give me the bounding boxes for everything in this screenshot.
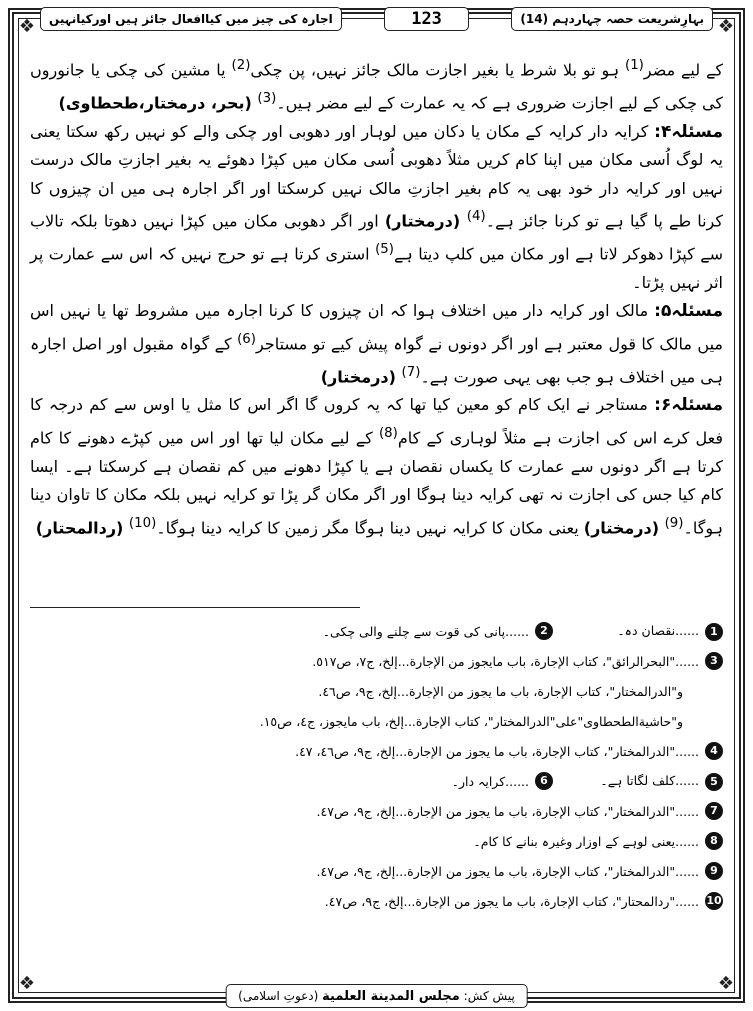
ornament-icon: ❖ xyxy=(18,16,36,37)
masala-label: مسئلہ۵: xyxy=(654,301,723,322)
footnote-marker: (9) xyxy=(664,515,684,531)
masala-5 xyxy=(30,297,723,391)
footnote-row xyxy=(30,766,723,796)
footer-prefix: پیش کش: xyxy=(463,989,515,1003)
footnote-number-badge: 3 xyxy=(705,652,723,670)
masala-6 xyxy=(30,391,723,542)
footnote-number-badge: 2 xyxy=(535,622,553,640)
text: کے لیے مضر xyxy=(643,60,723,80)
text: ہو تو بلا شرط یا بغیر اجازت مالک جائز نہیں، پن چکی xyxy=(250,60,625,80)
footnote-row xyxy=(30,826,723,856)
footnote-text: ......"الدرالمختار"، كتاب الإجارة، باب ما يجوز من الإجارة...إلخ، ج٩، ص٤٦، ٤٧. xyxy=(295,743,699,759)
main-text xyxy=(30,52,723,607)
text: یعنی مکان کا کرایہ نہیں دینا ہوگا مگر زمین کا کرایہ دینا ہوگا۔ xyxy=(156,518,584,538)
footnote-text: ......کرایہ دار۔ xyxy=(451,773,529,789)
reference: (درمختار) xyxy=(583,518,665,538)
footnote-number-badge: 10 xyxy=(705,892,723,910)
footnote-text: ......"ردالمحتار"، كتاب الإجارة، باب ما يجوز من الإجارة...إلخ، ج٩، ص٤٧. xyxy=(324,893,699,909)
ornament-icon: ❖ xyxy=(18,973,36,994)
footnotes xyxy=(30,616,723,916)
footnote-row xyxy=(30,796,723,826)
masala-4 xyxy=(30,118,723,298)
footnote-number-badge: 6 xyxy=(535,772,553,790)
reference: (درمختار) xyxy=(320,366,402,386)
footnote-row xyxy=(30,706,723,736)
reference: (بحر، درمختار،طحطاوی) xyxy=(58,93,258,113)
footnote-number-badge: 5 xyxy=(705,773,723,791)
footnote-marker: (8) xyxy=(378,425,398,441)
footnote-row xyxy=(30,736,723,766)
page-header xyxy=(40,6,713,32)
footnote-row xyxy=(30,676,723,706)
footnote-row xyxy=(30,856,723,886)
footnote-row xyxy=(30,616,723,646)
publisher-name: مجلس المدينة العلمية xyxy=(322,989,460,1004)
text: مستاجر نے ایک کام کو معین کیا تھا کہ یہ کروں گا اگر اس کا مثل یا اوس سے کم درجہ کا فعل کرے اس کی اجازت ہے مثلاً لوہاری کے کام xyxy=(30,395,724,448)
footnote-text: ......یعنی لوہے کے اوزار وغیرہ بنانے کا کام۔ xyxy=(473,833,699,849)
footnote-number-badge: 1 xyxy=(705,623,723,641)
footnote-marker: (2) xyxy=(231,58,251,73)
chapter-title: اجارہ کی چیز میں کیاافعال جائز ہیں اورکیانہیں xyxy=(40,7,342,31)
text: کے گواہ مقبول اور اصل اجارہ ہی میں اختلاف ہو جب بھی یہی صورت ہے۔ xyxy=(30,334,723,386)
masala-label: مسئلہ۴: xyxy=(654,121,723,142)
text: یا مشین کی چکی یا جانوروں کی چکی کے لیے اجازت ضروری ہے کہ یہ عمارت کے لیے مضر ہیں۔ xyxy=(30,60,723,113)
footnote-text: ......"البحرالرائق"، كتاب الإجارة، باب مايجوز من الإجارة...إلخ، ج٧، ص٥١٧. xyxy=(312,653,699,669)
text: مالک اور کرایہ دار میں اختلاف ہوا کہ ان چیزوں کا کرنا اجارہ میں مشروط تھا یا نہیں اس میں مالک کا قول معتبر ہے اور اگر دونوں نے گواہ پیش کیے تو مستاجر xyxy=(30,301,724,354)
footnote-text: و"الدرالمختار"، كتاب الإجارة، باب ما يجوز من الإجارة...إلخ، ج٩، ص٤٦. xyxy=(318,683,683,699)
text: اور اگر دھوبی مکان میں کپڑا نہیں دھوتا بلکہ تالاب سے کپڑا دھوکر لاتا ہے اور مکان میں کلپ دیتا ہے xyxy=(30,211,724,264)
reference: (ردالمحتار) xyxy=(35,518,129,538)
footnote-text: ......نقصان دہ۔ xyxy=(617,623,699,638)
masala-label: مسئلہ۶: xyxy=(654,395,723,416)
footnote-separator xyxy=(30,607,360,608)
footnote-number-badge: 8 xyxy=(705,832,723,850)
footnote-marker: (7) xyxy=(401,364,421,380)
footnote-marker: (6) xyxy=(237,331,256,347)
footnote-marker: (4) xyxy=(466,209,486,225)
reference: (درمختار) xyxy=(384,211,467,231)
text: کرایہ دار کرایہ کے مکان یا دکان میں لوہار اور دھوبی اور چکی والے کو نہیں رکھ سکتا یعنی یہ لوگ اُسی مکان میں اپنا کام کریں مثلاً دھوبی اُسی مکان میں کپڑا دھوئے یہ بغیر اجازتِ مالک درست نہیں اور کرایہ دار خود بھی یہ کام بغیر اجازتِ مالک نہیں کرسکتا اور اگر اجارہ ہی میں ان چیزوں کا کرنا طے پا گیا ہے تو کرنا جائز ہے۔ xyxy=(30,121,723,231)
footnote-number-badge: 7 xyxy=(705,802,723,820)
footnote-marker: (5) xyxy=(375,241,394,257)
footnote-number-badge: 4 xyxy=(705,742,723,760)
ornament-icon: ❖ xyxy=(717,973,735,994)
footnote-text: ......"الدرالمختار"، كتاب الإجارة، باب ما يجوز من الإجارة...إلخ، ج٩، ص٤٧. xyxy=(316,863,699,879)
footnote-row xyxy=(30,886,723,916)
text: استری کرتا ہے تو حرج نہیں کہ اس سے عمارت پر اثر نہیں پڑتا۔ xyxy=(30,244,723,292)
footnote-text: و"حاشيةالطحطاوى"على"الدرالمختار"، كتاب الإجارة...إلخ، باب مايجوز، ج٤، ص١٥. xyxy=(259,713,683,729)
ornament-icon: ❖ xyxy=(717,16,735,37)
footnote-text: ......کلف لگاتا ہے۔ xyxy=(600,773,699,788)
footnote-marker: (1) xyxy=(624,58,644,73)
publisher-suffix: (دعوتِ اسلامی) xyxy=(238,989,319,1003)
footnote-marker: (10) xyxy=(128,515,157,531)
page-number: 123 xyxy=(384,7,469,31)
footnote-marker: (3) xyxy=(257,90,277,106)
book-title: بہارِشریعت حصہ چہاردہم (14) xyxy=(511,7,713,31)
text: کے لیے مکان لیا تھا اور اس میں کپڑے دھونے کا کام کرتا ہے اگر دونوں سے عمارت کا یکساں نقصان ہے یا کپڑا دھونے میں کم نقصان ہے کرسکتا ہے۔ ایسا کام کیا جس کی اجازت نہ تھی کرایہ دینا ہوگا اور اگر مکان گر پڑا تو کرایہ نہیں بلکہ مکان کا تاوان دینا ہوگا۔ xyxy=(30,428,723,538)
paragraph-intro xyxy=(30,52,723,118)
footnote-row xyxy=(30,646,723,676)
publisher-footer xyxy=(225,984,528,1008)
footnote-text: ......پانی کی قوت سے چلنے والی چکی۔ xyxy=(322,623,529,639)
footnote-number-badge: 9 xyxy=(705,862,723,880)
footnote-text: ......"الدرالمختار"، كتاب الإجارة، باب ما يجوز من الإجارة...إلخ، ج٩، ص٤٧. xyxy=(316,803,699,819)
